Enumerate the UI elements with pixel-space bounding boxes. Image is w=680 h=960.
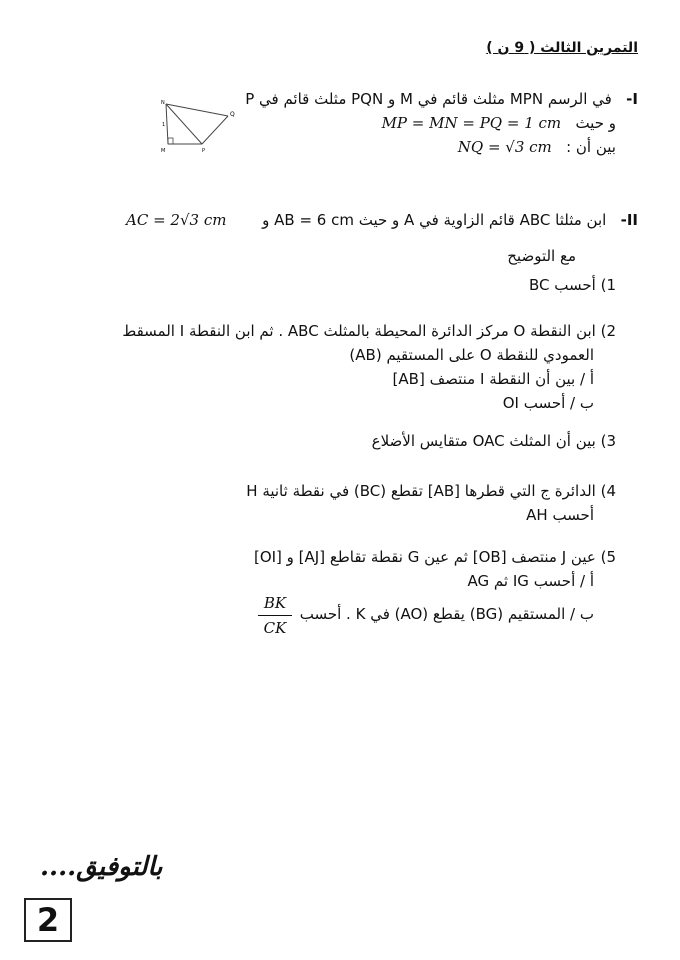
fraction-denominator: CK — [263, 619, 287, 637]
question-2b: ب / أحسب OI — [502, 394, 594, 412]
figure-right-angle — [168, 138, 173, 144]
part1-line2 — [382, 114, 616, 132]
question-2-line1: 2) ابن النقطة O مركز الدائرة المحيطة بالمثلث ABC . ثم ابن النقطة I المسقط — [122, 322, 616, 340]
page-number: 2 — [24, 898, 72, 942]
fraction-bar — [258, 615, 292, 616]
question-5-line1: 5) عين J منتصف [OB] ثم عين G نقطة تقاطع [AJ] و [OI] — [253, 548, 616, 566]
question-2-line2: العمودي للنقطة O على المستقيم (AB) — [349, 346, 594, 364]
part1-given-label: و حيث — [575, 114, 616, 132]
part1-given-math: MP = MN = PQ = 1 cm — [381, 114, 562, 132]
part1-statement: في الرسم MPN مثلث قائم في M و PQN مثلث قائم في P — [245, 90, 612, 108]
exercise-title: التمرين الثالث ( 9 ن ) — [486, 40, 638, 56]
fraction-numerator: BK — [263, 594, 287, 612]
ratio-fraction — [258, 594, 292, 637]
part2-label: II- — [620, 211, 638, 229]
figure-label-p: P — [202, 148, 206, 154]
part1-show-math: NQ = √3 cm — [457, 138, 552, 156]
part1-show-label: بين أن : — [566, 138, 616, 156]
figure-label-m: M — [161, 148, 166, 154]
part2-line1 — [262, 211, 638, 229]
signature: بالتوفيق.... — [40, 852, 163, 882]
part2-ac-math: AC = 2√3 cm — [126, 211, 227, 229]
question-4-line2: أحسب AH — [526, 506, 594, 524]
question-5b: ب / المستقيم (BG) يقطع (AO) في K . أحسب — [299, 605, 594, 623]
question-3: 3) بين أن المثلث OAC متقايس الأضلاع — [371, 432, 616, 450]
part1-line1 — [245, 90, 638, 108]
figure-label-q: Q — [230, 111, 235, 118]
question-1: 1) أحسب BC — [528, 276, 616, 294]
part1-label: I- — [626, 90, 638, 108]
part1-line3 — [458, 138, 616, 156]
part2-statement: ابن مثلثا ABC قائم الزاوية في A و حيث AB = 6 cm و — [262, 211, 607, 229]
question-4-line1: 4) الدائرة ج التي قطرها [AB] تقطع (BC) في نقطة ثانية H — [246, 482, 616, 500]
question-2a: أ / بين أن النقطة I منتصف [AB] — [392, 370, 594, 388]
figure-side-pq — [202, 116, 228, 144]
figure-label-length: 1 — [162, 122, 166, 128]
part2-clarify: مع التوضيح — [507, 247, 576, 265]
figure-label-n: N — [161, 100, 165, 106]
triangle-figure — [158, 96, 238, 156]
question-5a: أ / أحسب IG ثم AG — [467, 572, 594, 590]
